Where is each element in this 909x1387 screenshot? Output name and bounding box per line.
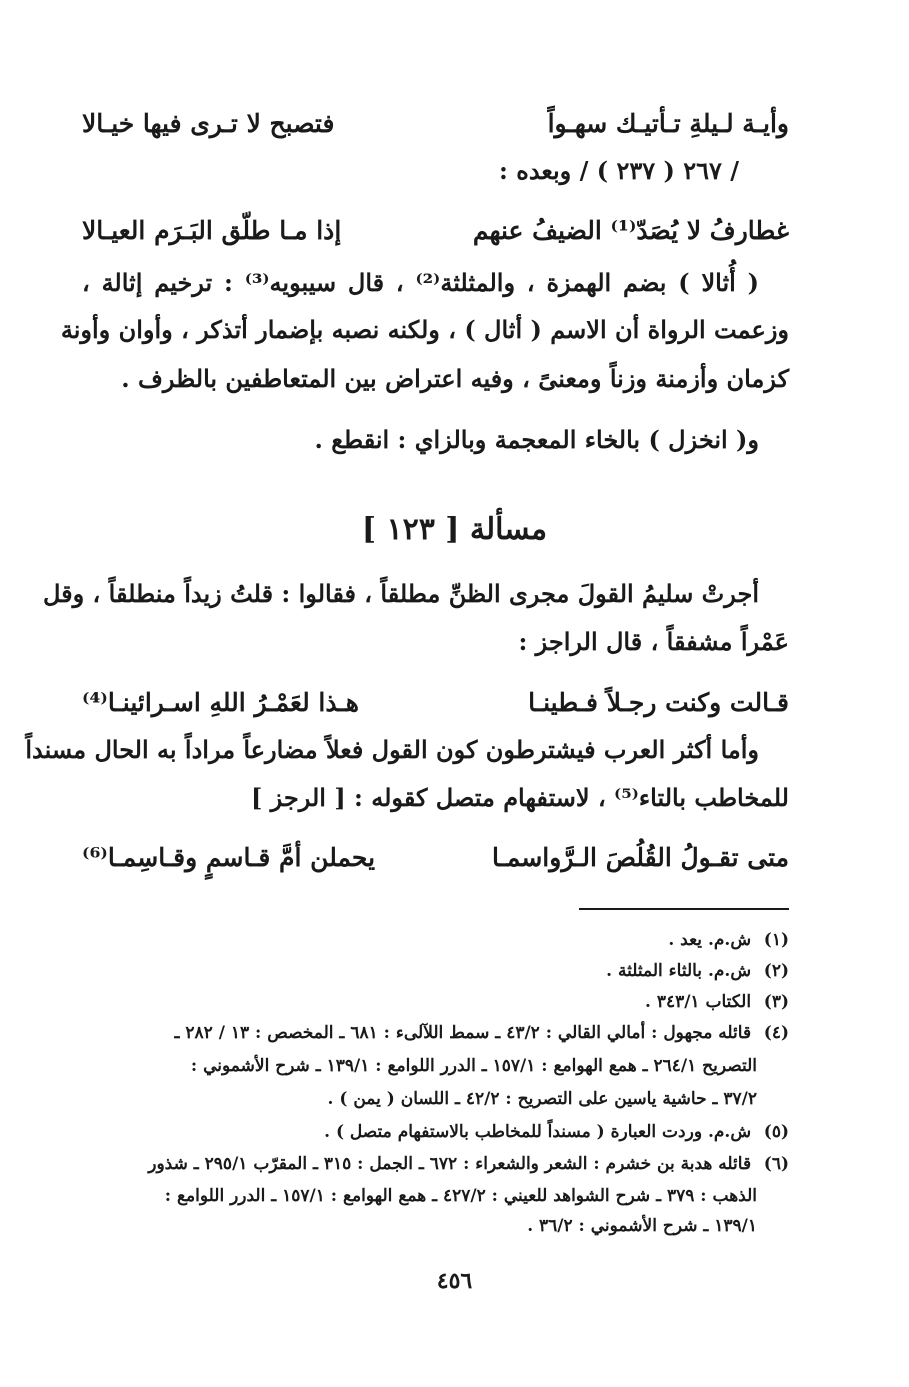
verse-3-hemistich-1: قـالت وكنت رجـلاً فـطينـا bbox=[528, 688, 789, 717]
footnote-3 bbox=[82, 988, 789, 1016]
line-reference: / ٢٦٧ ( ٢٣٧ ) / وبعده : bbox=[499, 156, 739, 185]
footnote-6-line-3: ١٣٩/١ ـ شرح الأشموني : ٣٦/٢ . bbox=[527, 1216, 757, 1236]
verse-3 bbox=[82, 685, 789, 721]
footnote-number: (٤) bbox=[763, 1023, 789, 1043]
footnote-4 bbox=[82, 1019, 789, 1047]
footnote-4-line-3: ٣٧/٢ ـ حاشية ياسين على التصريح : ٤٢/٢ ـ اللسان ( يمن ) . bbox=[327, 1089, 757, 1109]
paragraph-3-line-2: عَمْراً مشفقاً ، قال الراجز : bbox=[518, 627, 789, 656]
paragraph-4-line-2: للمخاطب بالتاء⁽⁵⁾ ، لاستفهام متصل كقوله : [ الرجز ] bbox=[250, 783, 789, 812]
footnote-text: ش.م. يعد . bbox=[668, 930, 752, 950]
paragraph-1-line-1: ( أُثالا ) بضم الهمزة ، والمثلثة⁽²⁾ ، قال سيبويه⁽³⁾ : ترخيم إثالة ، bbox=[82, 268, 759, 297]
paragraph-2: و( انخزل ) بالخاء المعجمة وبالزاي : انقطع . bbox=[314, 425, 759, 454]
paragraph-1-line-2: وزعمت الرواة أن الاسم ( أثال ) ، ولكنه نصبه بإضمار أتذكر ، وأوان وأونة bbox=[60, 315, 789, 344]
footnote-text: الكتاب ٣٤٣/١ . bbox=[644, 992, 752, 1012]
verse-3-hemistich-2: هـذا لعَمْـرُ اللهِ اسـرائينـا⁽⁴⁾ bbox=[82, 688, 359, 717]
footnote-5 bbox=[82, 1118, 789, 1146]
footnote-6 bbox=[82, 1150, 789, 1178]
footnote-4-line-2: التصريح ٢٦٤/١ ـ همع الهوامع : ١٥٧/١ ـ الدرر اللوامع : ١٣٩/١ ـ شرح الأشموني : bbox=[190, 1056, 757, 1076]
verse-2-hemistich-1: غطارفُ لا يُصَدّ⁽¹⁾ الضيفُ عنهم bbox=[472, 216, 789, 245]
verse-2 bbox=[82, 213, 789, 249]
footnote-text: ش.م. وردت العبارة ( مسنداً للمخاطب بالاستفهام متصل ) . bbox=[324, 1122, 752, 1142]
verse-4 bbox=[82, 840, 789, 876]
verse-top-hemistich-1: وأيـة لـيلةِ تـأتيـك سهـواً bbox=[547, 109, 789, 138]
footnote-text: قائله هدبة بن خشرم : الشعر والشعراء : ٦٧٢ ـ الجمل : ٣١٥ ـ المقرّب ٢٩٥/١ ـ شذور bbox=[148, 1154, 752, 1174]
footnote-number: (١) bbox=[763, 930, 789, 950]
verse-top-hemistich-2: فتصبح لا تـرى فيها خيـالا bbox=[82, 109, 335, 138]
footnote-number: (٢) bbox=[763, 961, 789, 981]
footnote-number: (٣) bbox=[763, 992, 789, 1012]
verse-4-hemistich-1: متى تقـولُ القُلُصَ الـرَّواسمـا bbox=[491, 843, 789, 872]
footnote-2 bbox=[82, 957, 789, 985]
footnote-6-line-2: الذهب : ٣٧٩ ـ شرح الشواهد للعيني : ٤٢٧/٢ ـ همع الهوامع : ١٥٧/١ ـ الدرر اللوامع : bbox=[164, 1186, 757, 1206]
verse-2-hemistich-2: إذا مـا طلّق البَـرَم العيـالا bbox=[82, 216, 342, 245]
verse-top bbox=[82, 106, 789, 142]
footnote-1 bbox=[82, 926, 789, 954]
footnote-separator bbox=[579, 908, 789, 910]
verse-4-hemistich-2: يحملن أمَّ قـاسمٍ وقـاسِمـا⁽⁶⁾ bbox=[82, 843, 376, 872]
paragraph-1-line-3: كزمان وأزمنة وزناً ومعنىً ، وفيه اعتراض بين المتعاطفين بالظرف . bbox=[121, 364, 789, 393]
footnote-number: (٥) bbox=[763, 1122, 789, 1142]
footnote-text: ش.م. بالثاء المثلثة . bbox=[606, 961, 752, 981]
paragraph-3-line-1: أجرتْ سليمُ القولَ مجرى الظنِّ مطلقاً ، فقالوا : قلتُ زيداً منطلقاً ، وقل bbox=[42, 579, 759, 608]
page-number: ٤٥٦ bbox=[436, 1268, 473, 1294]
footnote-text: قائله مجهول : أمالي القالي : ٤٣/٢ ـ سمط اللآلىء : ٦٨١ ـ المخصص : ١٣ / ٢٨٢ ـ bbox=[174, 1023, 752, 1043]
paragraph-4-line-1: وأما أكثر العرب فيشترطون كون القول فعلاً مضارعاً مراداً به الحال مسنداً bbox=[25, 735, 759, 764]
section-heading: مسألة [ ١٢٣ ] bbox=[361, 512, 548, 547]
footnote-number: (٦) bbox=[763, 1154, 789, 1174]
